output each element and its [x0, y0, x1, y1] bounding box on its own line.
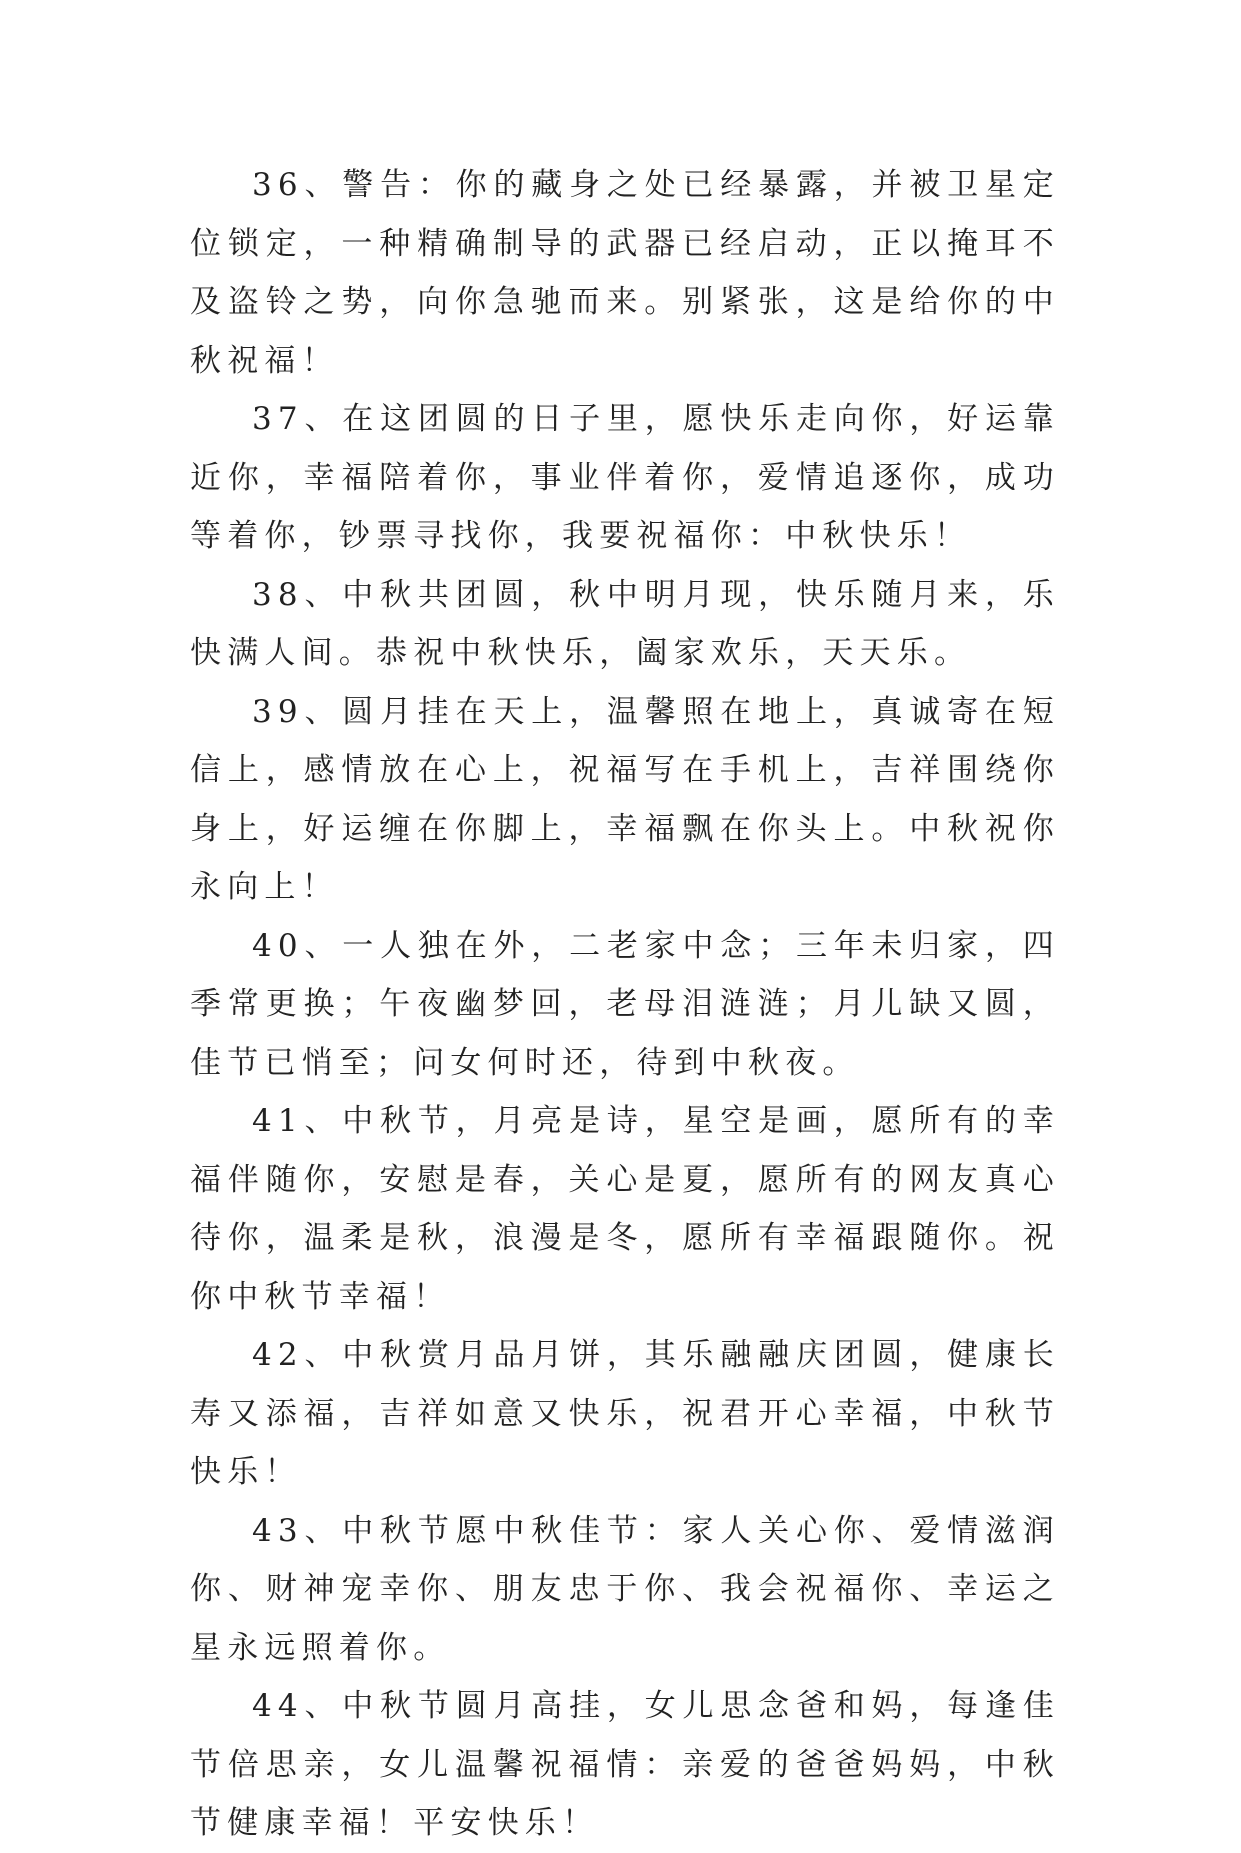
- paragraph-40: 40、一人独在外，二老家中念；三年未归家，四季常更换；午夜幽梦回，老母泪涟涟；月儿缺又圆，佳节已悄至；问女何时还，待到中秋夜。: [190, 927, 1060, 1081]
- document-body: [190, 156, 1060, 1853]
- paragraph-37: 37、在这团圆的日子里，愿快乐走向你，好运靠近你，幸福陪着你，事业伴着你，爱情追逐你，成功等着你，钞票寻找你，我要祝福你：中秋快乐！: [190, 401, 1060, 554]
- paragraph-39: 39、圆月挂在天上，温馨照在地上，真诚寄在短信上，感情放在心上，祝福写在手机上，吉祥围绕你身上，好运缠在你脚上，幸福飘在你头上。中秋祝你永向上！: [190, 693, 1060, 905]
- paragraph-44: 44、中秋节圆月高挂，女儿思念爸和妈，每逢佳节倍思亲，女儿温馨祝福情：亲爱的爸爸妈妈，中秋节健康幸福！平安快乐！: [190, 1688, 1060, 1841]
- paragraph-43: 43、中秋节愿中秋佳节：家人关心你、爱情滋润你、财神宠幸你、朋友忠于你、我会祝福你、幸运之星永远照着你。: [190, 1512, 1060, 1666]
- paragraph-42: 42、中秋赏月品月饼，其乐融融庆团圆，健康长寿又添福，吉祥如意又快乐，祝君开心幸福，中秋节快乐！: [190, 1337, 1060, 1490]
- paragraph-38: 38、中秋共团圆，秋中明月现，快乐随月来，乐快满人间。恭祝中秋快乐，阖家欢乐，天天乐。: [190, 576, 1060, 671]
- paragraph-36: 36、警告：你的藏身之处已经暴露，并被卫星定位锁定，一种精确制导的武器已经启动，正以掩耳不及盗铃之势，向你急驰而来。别紧张，这是给你的中秋祝福！: [190, 167, 1060, 379]
- paragraph-41: 41、中秋节，月亮是诗，星空是画，愿所有的幸福伴随你，安慰是春，关心是夏，愿所有的网友真心待你，温柔是秋，浪漫是冬，愿所有幸福跟随你。祝你中秋节幸福！: [190, 1103, 1060, 1315]
